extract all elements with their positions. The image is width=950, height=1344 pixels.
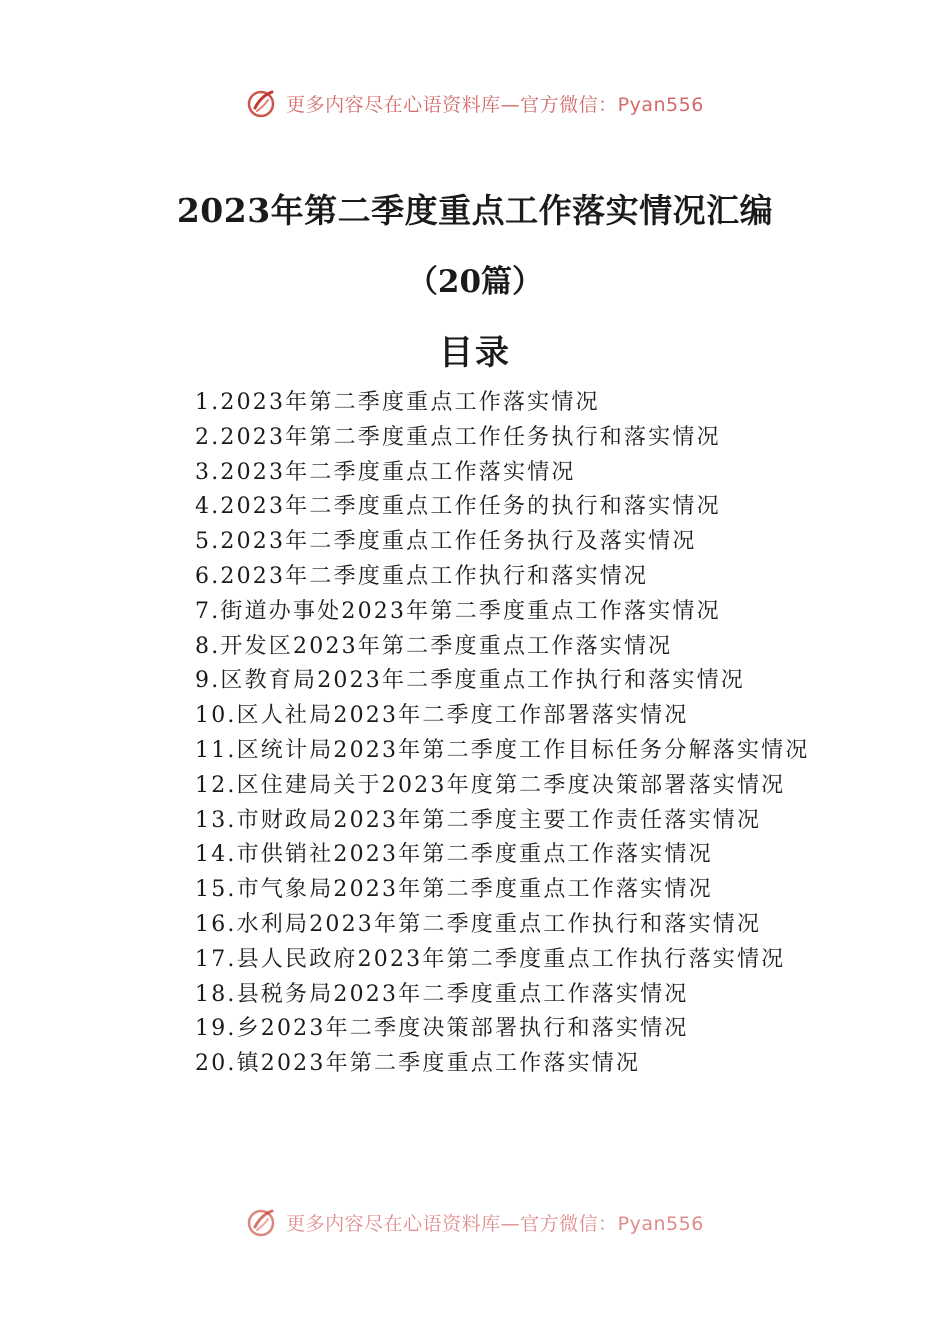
toc-item: 17.县人民政府2023年第二季度重点工作执行落实情况 <box>195 946 786 972</box>
document-subtitle: （20篇） <box>406 264 544 300</box>
toc-item: 2.2023年第二季度重点工作任务执行和落实情况 <box>195 424 721 450</box>
toc-item: 19.乡2023年二季度决策部署执行和落实情况 <box>195 1016 689 1042</box>
toc-item: 16.水利局2023年第二季度重点工作执行和落实情况 <box>195 911 762 937</box>
table-of-contents <box>145 386 825 1082</box>
toc-item: 15.市气象局2023年第二季度重点工作落实情况 <box>195 877 713 903</box>
toc-item: 6.2023年二季度重点工作执行和落实情况 <box>195 563 649 589</box>
toc-item: 3.2023年二季度重点工作落实情况 <box>195 459 576 485</box>
toc-item: 9.区教育局2023年二季度重点工作执行和落实情况 <box>195 668 745 694</box>
toc-item: 4.2023年二季度重点工作任务的执行和落实情况 <box>195 494 721 520</box>
toc-item: 5.2023年二季度重点工作任务执行及落实情况 <box>195 529 697 555</box>
toc-item: 12.区住建局关于2023年度第二季度决策部署落实情况 <box>195 772 786 798</box>
toc-item: 11.区统计局2023年第二季度工作目标任务分解落实情况 <box>195 737 810 763</box>
watermark-text: 更多内容尽在心语资料库—官方微信：Pyan556 <box>286 1212 704 1235</box>
brush-logo-icon <box>246 86 280 120</box>
toc-item: 7.街道办事处2023年第二季度重点工作落实情况 <box>195 598 721 624</box>
watermark-text: 更多内容尽在心语资料库—官方微信：Pyan556 <box>286 93 704 116</box>
toc-item: 10.区人社局2023年二季度工作部署落实情况 <box>195 703 689 729</box>
document-title: 2023年第二季度重点工作落实情况汇编 <box>176 191 774 230</box>
toc-item: 18.县税务局2023年二季度重点工作落实情况 <box>195 981 689 1007</box>
brush-logo-icon <box>246 1205 280 1239</box>
watermark-bottom <box>0 1202 950 1242</box>
toc-item: 1.2023年第二季度重点工作落实情况 <box>195 390 600 415</box>
toc-item: 8.开发区2023年第二季度重点工作落实情况 <box>195 633 673 659</box>
toc-item: 13.市财政局2023年第二季度主要工作责任落实情况 <box>195 807 762 833</box>
toc-heading: 目录 <box>439 333 511 373</box>
watermark-top <box>0 83 950 123</box>
toc-item: 20.镇2023年第二季度重点工作落实情况 <box>195 1051 641 1077</box>
toc-item: 14.市供销社2023年第二季度重点工作落实情况 <box>195 842 713 868</box>
